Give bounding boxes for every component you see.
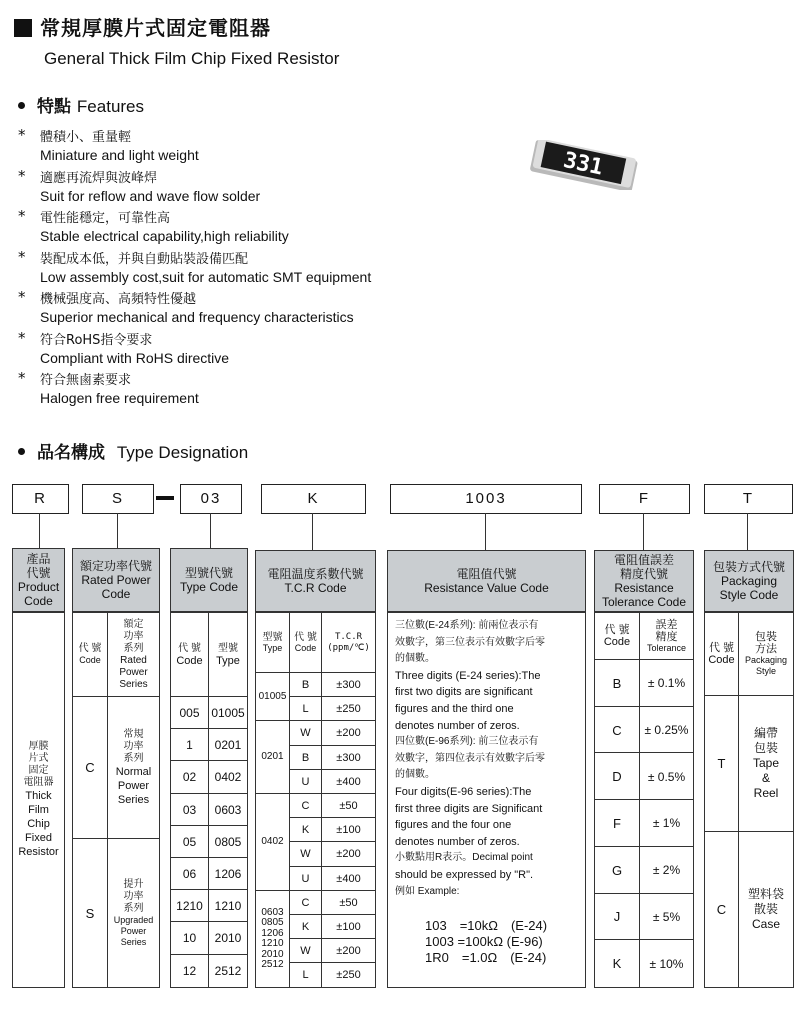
resistance-desc-line: figures and the third one <box>395 702 514 715</box>
connector-line <box>485 513 486 550</box>
packaging-sub-code: 代 號 Code <box>708 642 735 666</box>
tcr-code-header: 電阻温度系數代號 T.C.R Code <box>255 550 376 612</box>
feature-zh: 電性能穩定，可靠性高 <box>40 211 171 226</box>
tolerance-code-cell: F <box>613 815 621 831</box>
features-list <box>18 126 518 410</box>
resistance-desc-line: should be expressed by "R". <box>395 868 534 881</box>
model-code-cell: 1210 <box>176 899 203 914</box>
asterisk-icon: * <box>18 369 26 387</box>
product-code-header: 產品 代號 Product Code <box>12 548 65 612</box>
connector-line <box>643 513 644 550</box>
square-bullet-icon <box>14 19 32 37</box>
model-type-cell: 0201 <box>214 738 242 753</box>
connector-line <box>747 513 748 550</box>
feature-zh: 裝配成本低，并與自動貼裝設備匹配 <box>40 251 249 267</box>
model-code-cell: 06 <box>182 867 197 882</box>
resistance-code-description <box>395 618 581 966</box>
packaging-code-c: C <box>716 902 727 917</box>
feature-en: Compliant with RoHS directive <box>40 349 230 366</box>
connector-line <box>312 513 313 550</box>
tcr-code-cell: K <box>301 824 310 837</box>
tcr-value-cell: ±400 <box>336 775 361 788</box>
tcr-type-cell: 0201 <box>261 751 284 763</box>
tolerance-value-cell: ± 0.25% <box>644 723 689 738</box>
feature-en: Miniature and light weight <box>40 147 199 163</box>
resistance-desc-line: figures and the four one <box>395 819 512 832</box>
power-code-s: S <box>85 905 95 921</box>
power-sub-desc: 額定 功率 系列 Rated Power Series <box>119 618 148 690</box>
tcr-value-cell: ±100 <box>336 921 361 934</box>
feature-item <box>18 288 518 329</box>
connector-line <box>39 513 40 548</box>
resistance-example: 1R0 =1.0Ω (E-24) <box>425 950 547 966</box>
resistance-desc-line: 效數字，第三位表示有效數字后零 <box>395 636 545 648</box>
model-type-cell: 0603 <box>214 802 242 817</box>
resistance-desc-line: Four digits(E-96 series):The <box>395 785 532 798</box>
power-sub-code: 代 號 Code <box>78 643 102 665</box>
asterisk-icon: * <box>18 247 26 266</box>
tolerance-code-cell: J <box>613 909 621 925</box>
tcr-code-cell: W <box>300 848 311 861</box>
tcr-value-cell: ±200 <box>336 727 361 740</box>
resistance-desc-line: denotes number of zeros. <box>395 835 520 848</box>
tolerance-code-cell: B <box>612 675 622 691</box>
packaging-desc-tape: 編帶 包裝 Tape & Reel <box>752 726 780 800</box>
tcr-code-cell: B <box>301 679 310 692</box>
chip-marking: 331 <box>561 147 606 181</box>
packaging-code-header: 包裝方式代號 Packaging Style Code <box>704 550 794 612</box>
tcr-code-cell: C <box>301 800 310 813</box>
power-desc-upgraded: 提升 功率 系列 Upgraded Power Series <box>113 878 154 947</box>
resistance-desc-line: 例如 Example: <box>395 885 460 897</box>
feature-zh: 適應再流焊與波峰焊 <box>40 170 158 186</box>
resistance-example: 103 =10kΩ (E-24) <box>425 918 548 934</box>
resistance-desc-line: first two digits are significant <box>395 686 533 699</box>
feature-zh: 體積小、重量輕 <box>40 130 132 145</box>
packaging-sub-style: 包裝 方法 Packaging Style <box>744 631 788 676</box>
tcr-sub-code: 代 號 Code <box>294 631 317 653</box>
tcr-code-table <box>255 612 376 988</box>
feature-en: Low assembly cost,suit for automatic SMT equipment <box>40 268 372 285</box>
resistance-examples <box>395 918 581 966</box>
tcr-sub-type: 型號 Type <box>262 631 283 653</box>
tolerance-sub-code: 代 號 Code <box>603 624 631 648</box>
model-code-cell: 03 <box>182 802 197 817</box>
tolerance-value-cell: ± 1% <box>652 816 681 831</box>
feature-zh: 機械强度高、高頻特性優越 <box>40 292 197 307</box>
tolerance-value-cell: ± 0.1% <box>647 676 686 691</box>
model-type-cell: 2010 <box>214 931 242 946</box>
model-code-cell: 12 <box>182 963 197 978</box>
tcr-code-cell: C <box>301 896 310 909</box>
model-type-cell: 1206 <box>214 867 242 882</box>
model-code-cell: 005 <box>179 706 200 721</box>
bullet-icon <box>18 102 25 109</box>
feature-zh: 符合無鹵素要求 <box>40 373 132 388</box>
features-heading: 特點 Features <box>18 92 144 117</box>
feature-en: Halogen free requirement <box>40 390 199 406</box>
code-box-model: 03 <box>180 484 242 514</box>
resistance-desc-line: first three digits are Significant <box>395 802 543 815</box>
packaging-code-t: T <box>717 756 726 771</box>
tolerance-code-table <box>594 612 694 988</box>
model-sub-code: 代 號 Code <box>176 642 203 667</box>
tcr-value-cell: ±250 <box>336 703 361 716</box>
asterisk-icon: * <box>18 166 26 185</box>
page-title-en: General Thick Film Chip Fixed Resistor <box>44 49 340 68</box>
tolerance-code-cell: K <box>612 956 622 972</box>
resistance-desc-line: 的個數。 <box>395 769 435 781</box>
feature-en: Stable electrical capability,high reliability <box>40 228 289 244</box>
tcr-type-cell: 0603 0805 1206 1210 2010 2512 <box>261 906 284 971</box>
resistance-desc-line: Three digits (E-24 series):The <box>395 669 541 682</box>
feature-item <box>18 126 518 167</box>
tolerance-code-cell: D <box>612 769 622 785</box>
tcr-value-cell: ±200 <box>336 848 361 861</box>
feature-item <box>18 329 518 370</box>
tcr-code-cell: B <box>301 751 310 764</box>
power-code-table <box>72 612 160 988</box>
feature-en: Suit for reflow and wave flow solder <box>40 187 261 204</box>
tcr-value-cell: ±50 <box>339 800 358 813</box>
tolerance-code-cell: C <box>612 722 622 738</box>
model-code-cell: 1 <box>186 738 193 753</box>
tcr-value-cell: ±100 <box>336 824 361 837</box>
feature-item <box>18 369 518 410</box>
feature-item <box>18 207 518 248</box>
chip-resistor-image <box>528 140 640 190</box>
tcr-code-cell: W <box>300 727 311 740</box>
tolerance-value-cell: ± 0.5% <box>647 769 686 784</box>
resistance-example: 1003 =100kΩ (E-96) <box>425 934 543 950</box>
code-box-product: R <box>12 484 69 514</box>
tolerance-value-cell: ± 10% <box>649 956 684 971</box>
dash-separator <box>156 496 174 500</box>
resistance-desc-line: denotes number of zeros. <box>395 719 520 732</box>
power-desc-normal: 常規 功率 系列 Normal Power Series <box>115 728 152 806</box>
model-type-cell: 2512 <box>214 963 242 978</box>
resistance-code-header: 電阻值代號 Resistance Value Code <box>387 550 586 612</box>
tcr-type-cell: 0402 <box>261 836 284 848</box>
tcr-value-cell: ±300 <box>336 751 361 764</box>
tcr-sub-value: T.C.R (ppm/℃) <box>327 631 370 653</box>
packaging-code-table <box>704 612 794 988</box>
tcr-type-cell: 01005 <box>258 690 287 702</box>
feature-item <box>18 248 518 289</box>
product-code-body: 厚膜 片式 固定 電阻器 Thick Film Chip Fixed Resistor <box>12 612 65 988</box>
tcr-value-cell: ±50 <box>339 896 358 909</box>
model-type-cell: 0805 <box>214 834 242 849</box>
asterisk-icon: * <box>18 207 26 225</box>
feature-item <box>18 167 518 208</box>
tcr-value-cell: ±250 <box>336 969 361 982</box>
type-designation-heading: 品名構成 Type Designation <box>18 438 248 463</box>
tolerance-value-cell: ± 2% <box>652 863 681 878</box>
model-code-cell: 10 <box>182 931 197 946</box>
bullet-icon <box>18 448 25 455</box>
resistance-desc-line: 的個數。 <box>395 653 435 665</box>
tcr-code-cell: K <box>301 921 310 934</box>
feature-en: Superior mechanical and frequency characteristics <box>40 309 354 325</box>
model-code-table <box>170 612 248 988</box>
model-code-cell: 02 <box>182 770 197 785</box>
tolerance-code-cell: G <box>611 862 623 878</box>
power-code-c: C <box>85 760 95 775</box>
asterisk-icon: * <box>18 126 26 144</box>
power-code-header: 額定功率代號 Rated Power Code <box>72 548 160 612</box>
page-title-zh: 常規厚膜片式固定電阻器 <box>14 12 271 41</box>
tolerance-sub-tol: 誤差 精度 Tolerance <box>646 618 687 653</box>
tcr-value-cell: ±400 <box>336 872 361 885</box>
model-type-cell: 01005 <box>211 706 245 721</box>
resistance-desc-line: 四位數(E-96系列): 前三位表示有 <box>395 736 539 748</box>
tcr-code-cell: L <box>302 703 309 716</box>
tolerance-value-cell: ± 5% <box>652 909 681 924</box>
tcr-value-cell: ±300 <box>336 679 361 692</box>
tcr-code-cell: L <box>302 969 309 982</box>
tcr-value-cell: ±200 <box>336 945 361 958</box>
code-box-tolerance: F <box>599 484 690 514</box>
model-type-cell: 1210 <box>214 899 242 914</box>
model-sub-type: 型號 Type <box>216 642 240 667</box>
tcr-code-cell: U <box>301 775 310 788</box>
model-code-header: 型號代號 Type Code <box>170 548 248 612</box>
tcr-code-cell: W <box>300 945 311 958</box>
code-box-power: S <box>82 484 154 514</box>
tolerance-code-header: 電阻值誤差 精度代號 Resistance Tolerance Code <box>594 550 694 612</box>
model-type-cell: 0402 <box>214 770 242 785</box>
resistance-desc-line: 小數點用R表示。Decimal point <box>395 852 533 864</box>
feature-zh: 符合RoHS指令要求 <box>40 332 153 348</box>
asterisk-icon: * <box>18 328 26 347</box>
resistance-desc-line: 三位數(E-24系列): 前兩位表示有 <box>395 620 539 631</box>
code-box-tcr: K <box>261 484 366 514</box>
code-box-resistance: 1003 <box>390 484 582 514</box>
asterisk-icon: * <box>18 288 26 306</box>
code-box-packaging: T <box>704 484 793 514</box>
packaging-desc-case: 塑料袋 散裝 Case <box>747 887 784 931</box>
model-code-cell: 05 <box>182 834 197 849</box>
resistance-desc-line: 效數字，第四位表示有效數字后零 <box>395 752 545 764</box>
tcr-code-cell: U <box>301 872 310 885</box>
connector-line <box>210 513 211 548</box>
connector-line <box>117 513 118 548</box>
